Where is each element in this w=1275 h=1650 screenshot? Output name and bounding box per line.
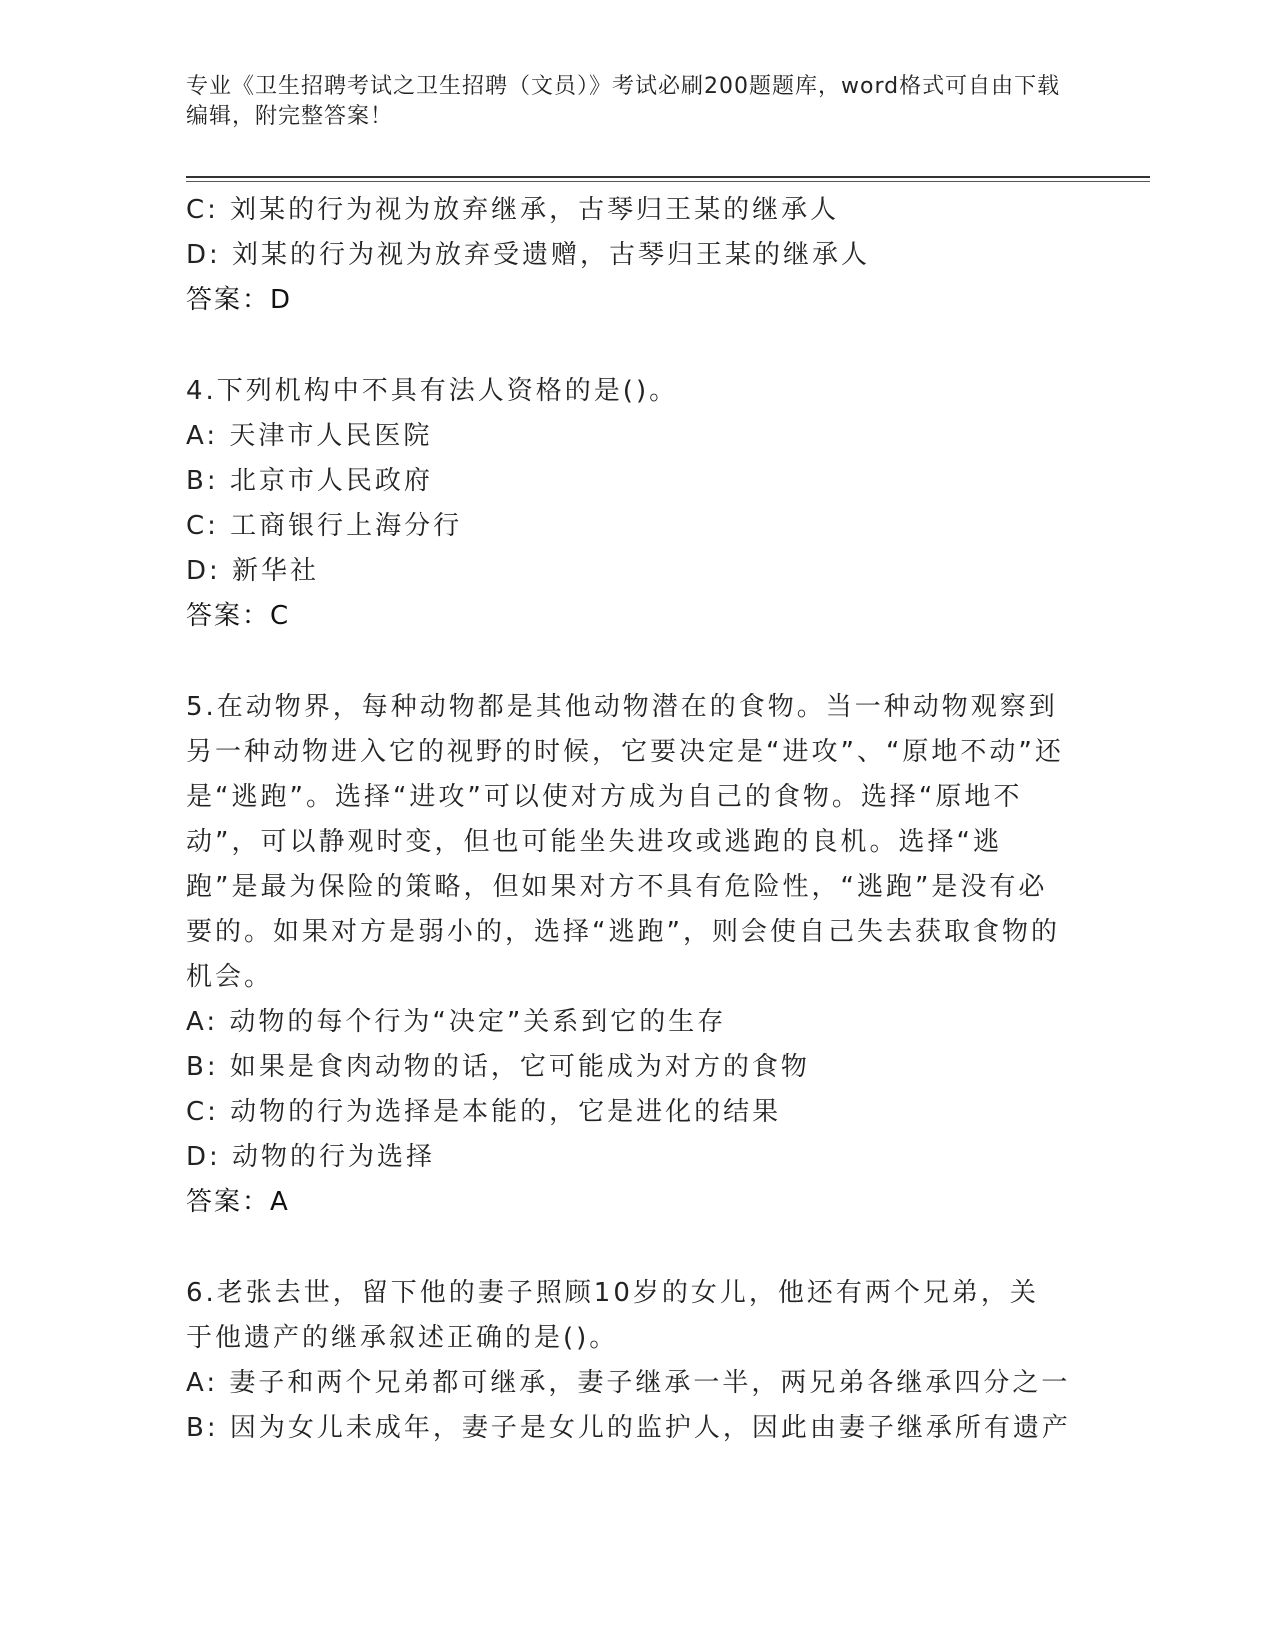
question-5 bbox=[186, 685, 1066, 1225]
question-list bbox=[186, 188, 1071, 1451]
option-c: C: 动物的行为选择是本能的，它是进化的结果 bbox=[186, 1097, 782, 1127]
question-3-tail bbox=[186, 188, 1066, 323]
option-d: D: 动物的行为选择 bbox=[186, 1142, 436, 1172]
document-header: 专业《卫生招聘考试之卫生招聘（文员）》考试必刷200题题库，word格式可自由下载编辑，附完整答案！ bbox=[186, 74, 1061, 129]
answer-line: 答案：C bbox=[186, 601, 291, 631]
question-spacer bbox=[186, 1225, 1066, 1271]
header-divider-thin bbox=[186, 181, 1150, 182]
option-a: A: 天津市人民医院 bbox=[186, 421, 433, 451]
option-b: B: 北京市人民政府 bbox=[186, 466, 433, 496]
option-d: D: 新华社 bbox=[186, 556, 320, 586]
question-6 bbox=[186, 1271, 1071, 1451]
option-a: A: 动物的每个行为“决定”关系到它的生存 bbox=[186, 1007, 727, 1037]
question-stem: 6.老张去世，留下他的妻子照顾10岁的女儿，他还有两个兄弟，关于他遗产的继承叙述正确的是()。 bbox=[186, 1278, 1039, 1353]
option-c: C: 刘某的行为视为放弃继承，古琴归王某的继承人 bbox=[186, 195, 840, 225]
answer-line: 答案：A bbox=[186, 1187, 290, 1217]
header-divider-thick bbox=[186, 176, 1150, 178]
question-stem: 5.在动物界，每种动物都是其他动物潜在的食物。当一种动物观察到另一种动物进入它的视野的时候，它要决定是“进攻”、“原地不动”还是“逃跑”。选择“进攻”可以使对方成为自己的食物。选择“原地不动”，可以静观时变，但也可能坐失进攻或逃跑的良机。选择“逃跑”是最为保险的策略，但如果对方不具有危险性，“逃跑”是没有必要的。如果对方是弱小的，选择“逃跑”，则会使自己失去获取食物的机会。 bbox=[186, 692, 1064, 992]
option-c: C: 工商银行上海分行 bbox=[186, 511, 463, 541]
question-spacer bbox=[186, 323, 1066, 369]
answer-line: 答案：D bbox=[186, 285, 293, 315]
question-spacer bbox=[186, 639, 1066, 685]
option-d: D: 刘某的行为视为放弃受遗赠，古琴归王某的继承人 bbox=[186, 240, 871, 270]
question-4 bbox=[186, 369, 1066, 639]
option-b: B: 因为女儿未成年，妻子是女儿的监护人，因此由妻子继承所有遗产 bbox=[186, 1413, 1071, 1443]
option-a: A: 妻子和两个兄弟都可继承，妻子继承一半，两兄弟各继承四分之一 bbox=[186, 1368, 1071, 1398]
question-stem: 4.下列机构中不具有法人资格的是()。 bbox=[186, 376, 679, 406]
option-b: B: 如果是食肉动物的话，它可能成为对方的食物 bbox=[186, 1052, 810, 1082]
